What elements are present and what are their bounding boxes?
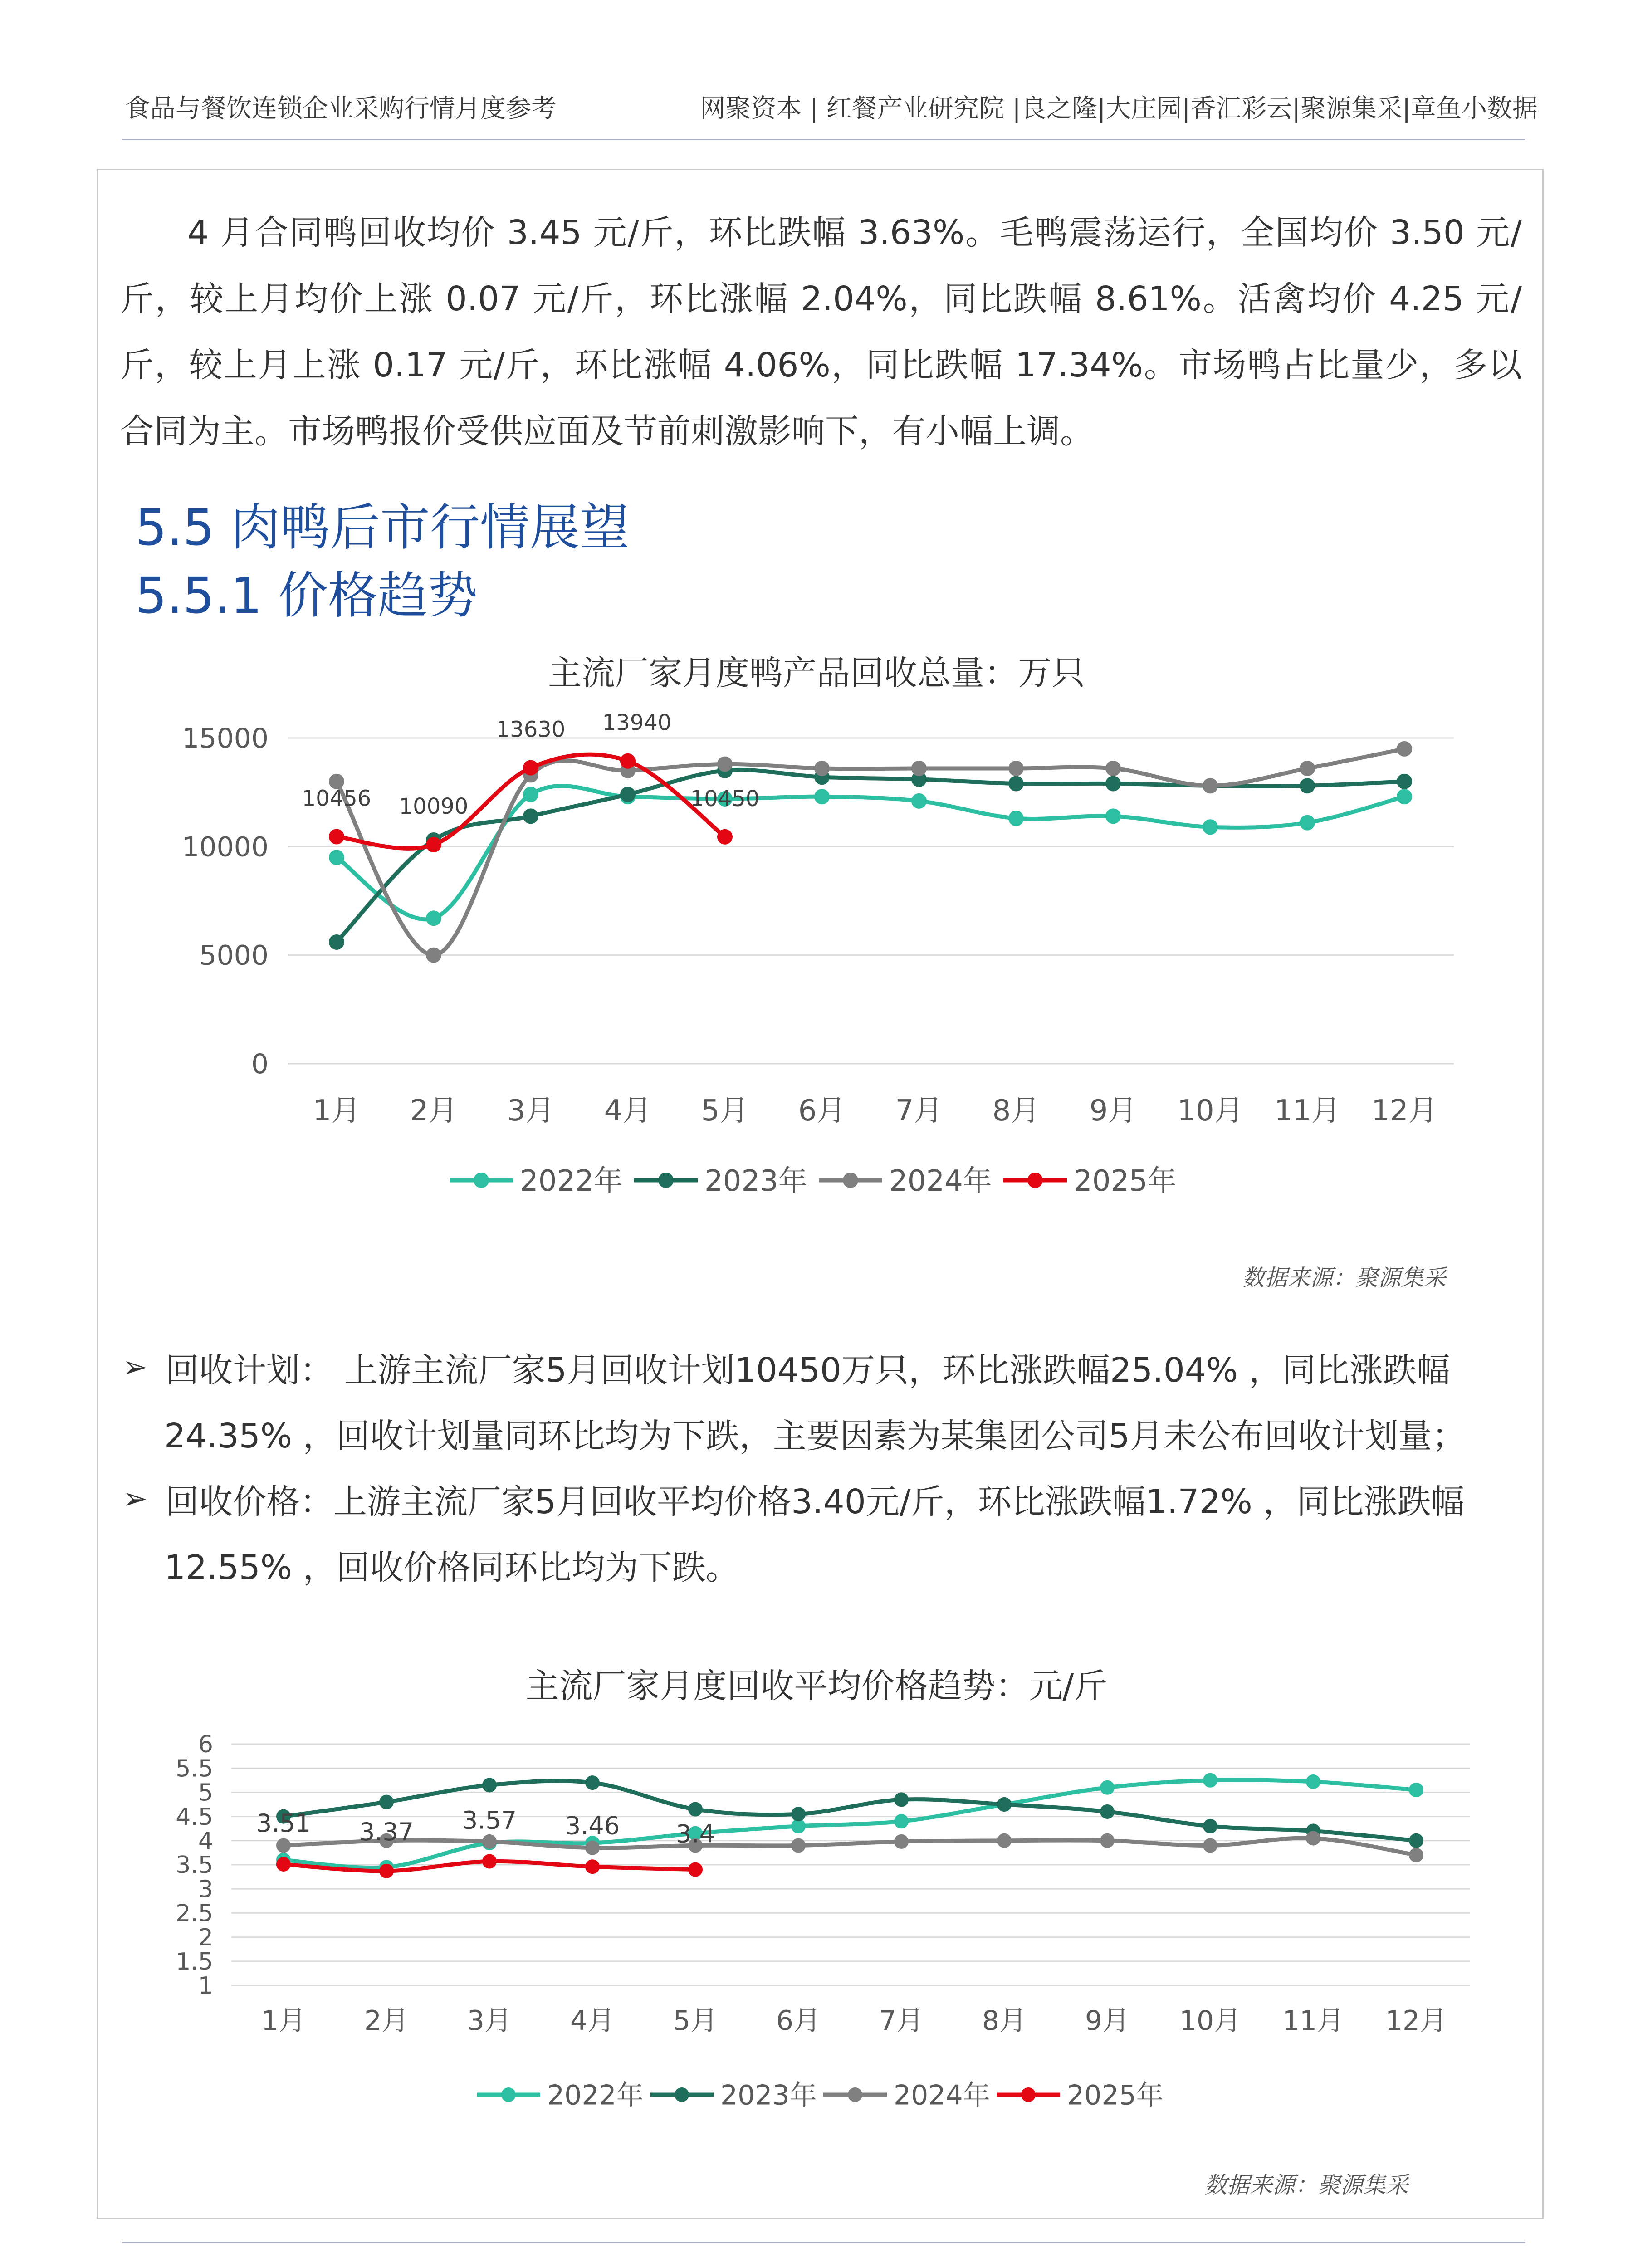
chart1-legend-label: 2022年 [520, 1164, 623, 1198]
chart1-x-tick-label: 12月 [1371, 1094, 1437, 1128]
chart2-data-point [1203, 1773, 1217, 1788]
chart1-data-point [329, 934, 344, 950]
chart1-data-point [329, 850, 344, 865]
chart2-data-point [1100, 1833, 1115, 1848]
chart1-x-tick-label: 3月 [507, 1094, 555, 1128]
chart2-x-tick-label: 12月 [1385, 2005, 1447, 2037]
bullet-arrow-icon: ➢ [122, 1481, 148, 1516]
chart2-data-point [1409, 1833, 1423, 1848]
chart1-data-point [329, 829, 344, 845]
chart2-data-label: 3.46 [565, 1811, 620, 1840]
chart1-data-point [814, 789, 830, 804]
chart2-series-line-2022年 [284, 1780, 1416, 1868]
chart1-data-point [1105, 808, 1121, 824]
chart1-x-tick-label: 8月 [992, 1094, 1040, 1128]
section-heading-5-5: 5.5 肉鸭后市行情展望 [135, 499, 630, 557]
chart2-data-point [894, 1792, 909, 1807]
chart2-data-point [585, 1775, 600, 1790]
chart2-y-tick-label: 6 [198, 1731, 213, 1759]
chart1-y-tick-label: 15000 [182, 723, 269, 754]
chart1-data-point [523, 760, 538, 776]
chart2-x-tick-label: 11月 [1282, 2005, 1345, 2037]
chart1-y-tick-label: 10000 [182, 831, 269, 863]
chart2-data-point [1100, 1804, 1115, 1819]
chart1-data-point [426, 948, 441, 963]
chart1-data-point [1397, 789, 1412, 804]
chart1-legend-label: 2024年 [889, 1164, 992, 1198]
chart2-data-point [482, 1834, 497, 1849]
header-divider [122, 139, 1525, 140]
chart2-y-tick-label: 5.5 [176, 1755, 213, 1783]
chart2-x-tick-label: 2月 [364, 2005, 409, 2037]
chart1-data-point [1203, 778, 1218, 793]
chart1-legend-item [450, 1164, 623, 1198]
chart2-data-point [585, 1841, 600, 1855]
chart2-title: 主流厂家月度回收平均价格趋势：元/斤 [525, 1667, 1108, 1706]
chart2-legend-marker [675, 2087, 689, 2102]
chart1-x-tick-label: 4月 [604, 1094, 652, 1128]
chart2-y-tick-label: 1 [198, 1972, 213, 2000]
chart1-x-tick-label: 6月 [798, 1094, 846, 1128]
chart2-legend-item [997, 2080, 1164, 2112]
chart1-data-point [814, 761, 830, 776]
chart2-x-tick-label: 7月 [879, 2005, 924, 2037]
chart1-x-tick-label: 1月 [313, 1094, 361, 1128]
chart2-series-line-2023年 [284, 1781, 1416, 1841]
chart2-data-point [379, 1795, 394, 1809]
chart1-x-tick-label: 2月 [410, 1094, 458, 1128]
chart2-legend-label: 2025年 [1067, 2079, 1164, 2112]
chart1-data-point [1008, 761, 1024, 776]
chart2-x-tick-label: 8月 [982, 2005, 1027, 2037]
chart2-legend-label: 2022年 [547, 2079, 644, 2112]
chart2-legend-item [823, 2080, 990, 2112]
bullet-price-line1: 回收价格：上游主流厂家5月回收平均价格3.40元/斤，环比涨跌幅1.72% ，同比涨跌幅 [166, 1482, 1465, 1521]
chart2-data-point [379, 1864, 394, 1878]
chart1-data-point [620, 787, 636, 802]
chart2-data-point [276, 1857, 291, 1872]
chart1-data-point [1300, 815, 1315, 831]
chart2-y-tick-label: 2.5 [176, 1900, 213, 1927]
intro-paragraph: 4 月合同鸭回收均价 3.45 元/斤，环比跌幅 3.63%。毛鸭震荡运行，全国均价 3.50 元/斤，较上月均价上涨 0.07 元/斤，环比涨幅 2.04%，同比跌幅 8.61%。活禽均价 4.25 元/斤，较上月上涨 0.17 元/斤，环比涨幅 4.06%，同比跌幅 17.34%。市场鸭占比量少，多以合同为主。市场鸭报价受供应面及节前刺激影响下，有小幅上调。 [120, 213, 1522, 451]
chart2-x-tick-label: 5月 [673, 2005, 718, 2037]
section-heading-5-5-1: 5.5.1 价格趋势 [135, 567, 478, 625]
chart1-series-line-2022年 [337, 786, 1404, 919]
bullet-arrow-icon: ➢ [122, 1349, 148, 1384]
chart2-legend-item [650, 2080, 817, 2112]
chart1-legend-label: 2025年 [1074, 1164, 1177, 1198]
chart1-legend-label: 2023年 [704, 1164, 807, 1198]
chart1-volume-chart [0, 680, 1633, 1252]
chart2-data-point [1306, 1774, 1320, 1789]
chart2-data-point [997, 1833, 1012, 1848]
chart1-data-point [426, 910, 441, 926]
chart2-data-point [791, 1807, 806, 1821]
chart2-data-point [482, 1854, 497, 1869]
chart2-legend-marker [501, 2087, 516, 2102]
chart1-legend-item [1003, 1164, 1177, 1198]
chart2-data-point [894, 1834, 909, 1849]
chart2-x-tick-label: 9月 [1085, 2005, 1130, 2037]
header-right-partners: 网聚资本 | 红餐产业研究院 |良之隆|大庄园|香汇彩云|聚源集采|章鱼小数据 [700, 94, 1538, 123]
chart1-data-label: 10450 [690, 786, 760, 811]
chart1-data-label: 10456 [302, 786, 372, 811]
bullet-plan-line1: 回收计划： 上游主流厂家5月回收计划10450万只，环比涨跌幅25.04% ，同比涨跌幅 [166, 1351, 1450, 1390]
chart2-data-point [1409, 1848, 1423, 1862]
chart1-data-point [911, 793, 927, 809]
chart2-data-point [997, 1797, 1012, 1812]
chart1-data-point [426, 837, 441, 852]
chart2-y-tick-label: 4 [198, 1828, 213, 1855]
chart2-data-point [894, 1814, 909, 1828]
chart2-data-point [585, 1859, 600, 1874]
chart1-legend-marker [474, 1173, 489, 1188]
chart1-x-tick-label: 7月 [895, 1094, 943, 1128]
chart2-data-point [1100, 1780, 1115, 1795]
chart1-data-point [1008, 811, 1024, 826]
chart2-legend-item [477, 2080, 644, 2112]
chart2-data-label: 3.4 [676, 1819, 715, 1848]
chart1-data-point [1105, 776, 1121, 792]
chart2-legend-label: 2023年 [720, 2079, 817, 2112]
chart1-source: 数据来源：聚源集采 [1242, 1265, 1446, 1291]
chart1-data-point [717, 756, 733, 772]
chart2-data-point [1203, 1838, 1217, 1853]
chart1-data-label: 13630 [496, 717, 566, 743]
chart1-data-point [717, 829, 733, 845]
chart2-data-point [688, 1862, 703, 1877]
chart1-data-point [523, 787, 538, 802]
chart2-data-point [791, 1838, 806, 1853]
chart2-x-tick-label: 3月 [467, 2005, 512, 2037]
header-left-title: 食品与餐饮连锁企业采购行情月度参考 [125, 94, 557, 123]
chart1-data-point [1300, 761, 1315, 776]
footer-divider [122, 2242, 1525, 2243]
chart2-y-tick-label: 1.5 [176, 1948, 213, 1975]
chart2-legend-label: 2024年 [894, 2079, 990, 2112]
chart1-data-point [523, 808, 538, 824]
chart2-data-point [276, 1838, 291, 1853]
chart1-data-point [1300, 778, 1315, 793]
chart2-legend-marker [1021, 2087, 1036, 2102]
chart2-y-tick-label: 4.5 [176, 1803, 213, 1831]
chart2-data-point [482, 1778, 497, 1792]
chart2-y-tick-label: 3.5 [176, 1852, 213, 1879]
chart1-data-label: 13940 [602, 710, 672, 736]
chart2-legend-marker [848, 2087, 862, 2102]
chart1-y-tick-label: 0 [251, 1048, 269, 1080]
chart1-x-tick-label: 11月 [1274, 1094, 1340, 1128]
chart1-data-label: 10090 [399, 794, 469, 820]
chart2-y-tick-label: 3 [198, 1876, 213, 1903]
chart2-data-point [1409, 1783, 1423, 1797]
chart1-x-tick-label: 10月 [1177, 1094, 1243, 1128]
chart1-data-point [1105, 761, 1121, 776]
chart1-legend-marker [1027, 1173, 1043, 1188]
chart2-price-chart [0, 1715, 1633, 2123]
chart2-x-tick-label: 10月 [1179, 2005, 1242, 2037]
chart1-x-tick-label: 5月 [701, 1094, 749, 1128]
chart1-legend-marker [843, 1173, 858, 1188]
chart1-y-tick-label: 5000 [199, 939, 269, 972]
chart1-legend-marker [658, 1173, 674, 1188]
chart1-data-point [1397, 774, 1412, 789]
chart2-y-tick-label: 2 [198, 1924, 213, 1951]
chart1-data-point [1397, 741, 1412, 757]
bullet-price-line2: 12.55% ，回收价格同环比均为下跌。 [164, 1548, 739, 1587]
chart1-data-point [1203, 819, 1218, 835]
bullet-plan-line2: 24.35% ，回收计划量同环比均为下跌，主要因素为某集团公司5月未公布回收计划量； [164, 1417, 1466, 1456]
chart2-source: 数据来源：聚源集采 [1204, 2172, 1408, 2198]
chart2-data-point [688, 1802, 703, 1817]
chart1-legend-item [634, 1164, 807, 1198]
chart2-data-point [1203, 1819, 1217, 1833]
chart2-data-label: 3.51 [256, 1809, 311, 1838]
chart1-legend-item [819, 1164, 992, 1198]
chart2-data-label: 3.57 [462, 1806, 517, 1835]
chart1-data-point [1008, 776, 1024, 792]
chart2-data-point [1306, 1831, 1320, 1845]
chart2-x-tick-label: 1月 [261, 2005, 306, 2037]
chart2-data-label: 3.37 [359, 1817, 414, 1846]
chart2-y-tick-label: 5 [198, 1779, 213, 1807]
chart1-data-point [911, 761, 927, 776]
chart2-x-tick-label: 6月 [776, 2005, 821, 2037]
chart1-x-tick-label: 9月 [1089, 1094, 1137, 1128]
chart1-data-point [620, 753, 636, 769]
chart2-x-tick-label: 4月 [570, 2005, 615, 2037]
chart1-title: 主流厂家月度鸭产品回收总量：万只 [548, 654, 1085, 693]
